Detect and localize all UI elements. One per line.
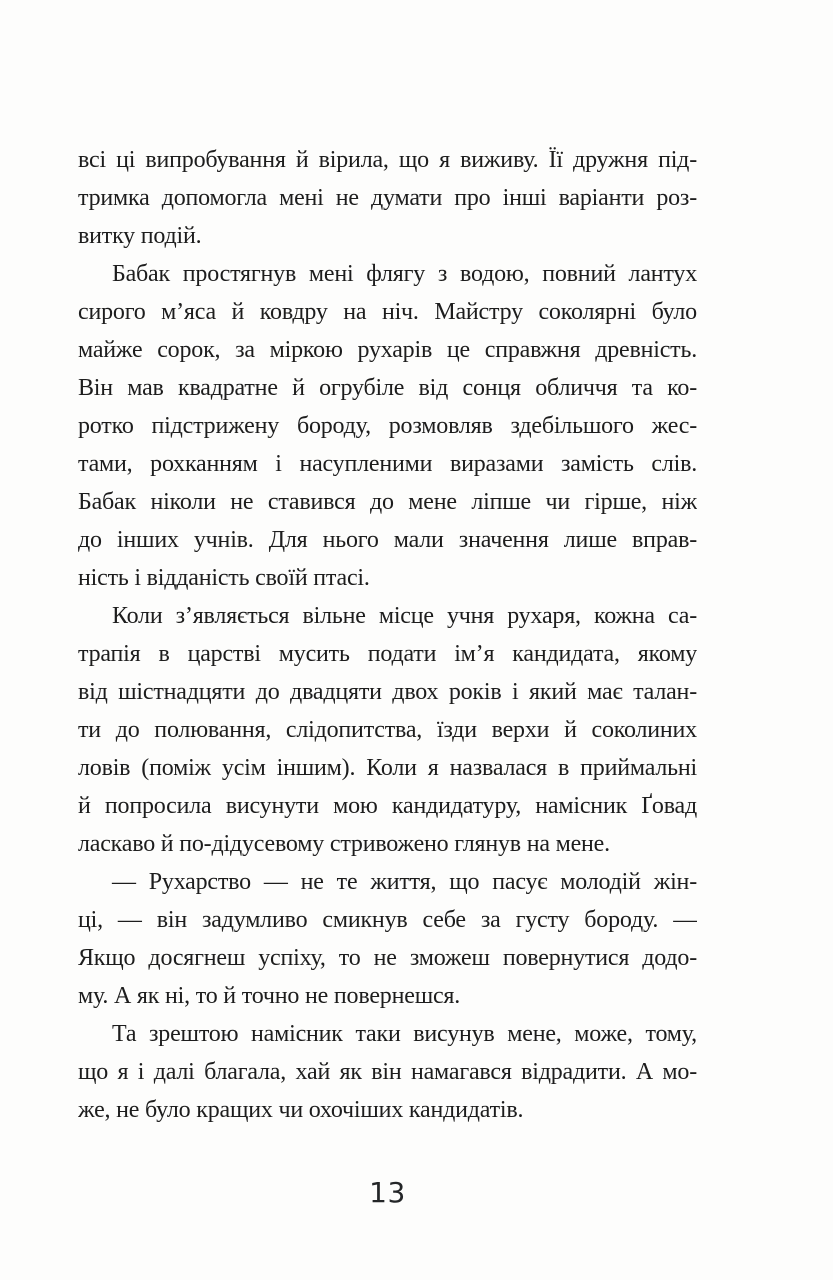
paragraph xyxy=(78,255,697,597)
text-line: від шістнадцяти до двадцяти двох років і який має талан- xyxy=(78,679,697,705)
text-line: що я і далі благала, хай як він намагався відрадити. А мо- xyxy=(78,1059,697,1085)
text-line: му. А як ні, то й точно не повернешся. xyxy=(78,983,461,1009)
text-block xyxy=(78,141,697,1129)
text-line: тами, рохканням і насупленими виразами замість слів. xyxy=(78,451,697,477)
text-line: всі ці випробування й вірила, що я виживу. Її дружня під- xyxy=(78,147,697,173)
text-line: й попросила висунути мою кандидатуру, намісник Ґовад xyxy=(78,793,697,819)
text-line: ність і відданість своїй птасі. xyxy=(78,565,370,591)
text-line: трапія в царстві мусить подати ім’я кандидата, якому xyxy=(78,641,697,667)
text-line: ти до полювання, слідопитства, їзди верхи й соколиних xyxy=(78,717,697,743)
paragraph xyxy=(78,141,697,255)
text-line: витку подій. xyxy=(78,223,202,249)
text-line: Бабак ніколи не ставився до мене ліпше чи гірше, ніж xyxy=(78,489,697,515)
text-line: ловів (поміж усім іншим). Коли я назвалася в приймальні xyxy=(78,755,697,781)
text-line: майже сорок, за міркою рухарів це справжня древність. xyxy=(78,337,697,363)
text-line: до інших учнів. Для нього мали значення лише вправ- xyxy=(78,527,697,553)
text-line: — Рухарство — не те життя, що пасує молодій жін- xyxy=(112,869,697,895)
text-line: тримка допомогла мені не думати про інші варіанти роз- xyxy=(78,185,697,211)
text-line: ласкаво й по-дідусевому стривожено глянув на мене. xyxy=(78,831,610,857)
text-line: сирого м’яса й ковдру на ніч. Майстру соколярні було xyxy=(78,299,697,325)
text-line: ці, — він задумливо смикнув себе за густу бороду. — xyxy=(78,907,697,933)
text-line: Він мав квадратне й огрубіле від сонця обличчя та ко- xyxy=(78,375,697,401)
text-line: Та зрештою намісник таки висунув мене, може, тому, xyxy=(112,1021,697,1047)
page-number: 13 xyxy=(369,1176,406,1209)
text-line: Бабак простягнув мені флягу з водою, повний лантух xyxy=(112,261,697,287)
text-line: же, не було кращих чи охочіших кандидатів. xyxy=(78,1097,524,1123)
paragraph xyxy=(78,597,697,863)
text-line: Коли з’являється вільне місце учня рухаря, кожна са- xyxy=(112,603,697,629)
paragraph xyxy=(78,863,697,1015)
paragraph xyxy=(78,1015,697,1129)
text-line: Якщо досягнеш успіху, то не зможеш повернутися додо- xyxy=(78,945,697,971)
text-line: ротко підстрижену бороду, розмовляв здебільшого жес- xyxy=(78,413,697,439)
